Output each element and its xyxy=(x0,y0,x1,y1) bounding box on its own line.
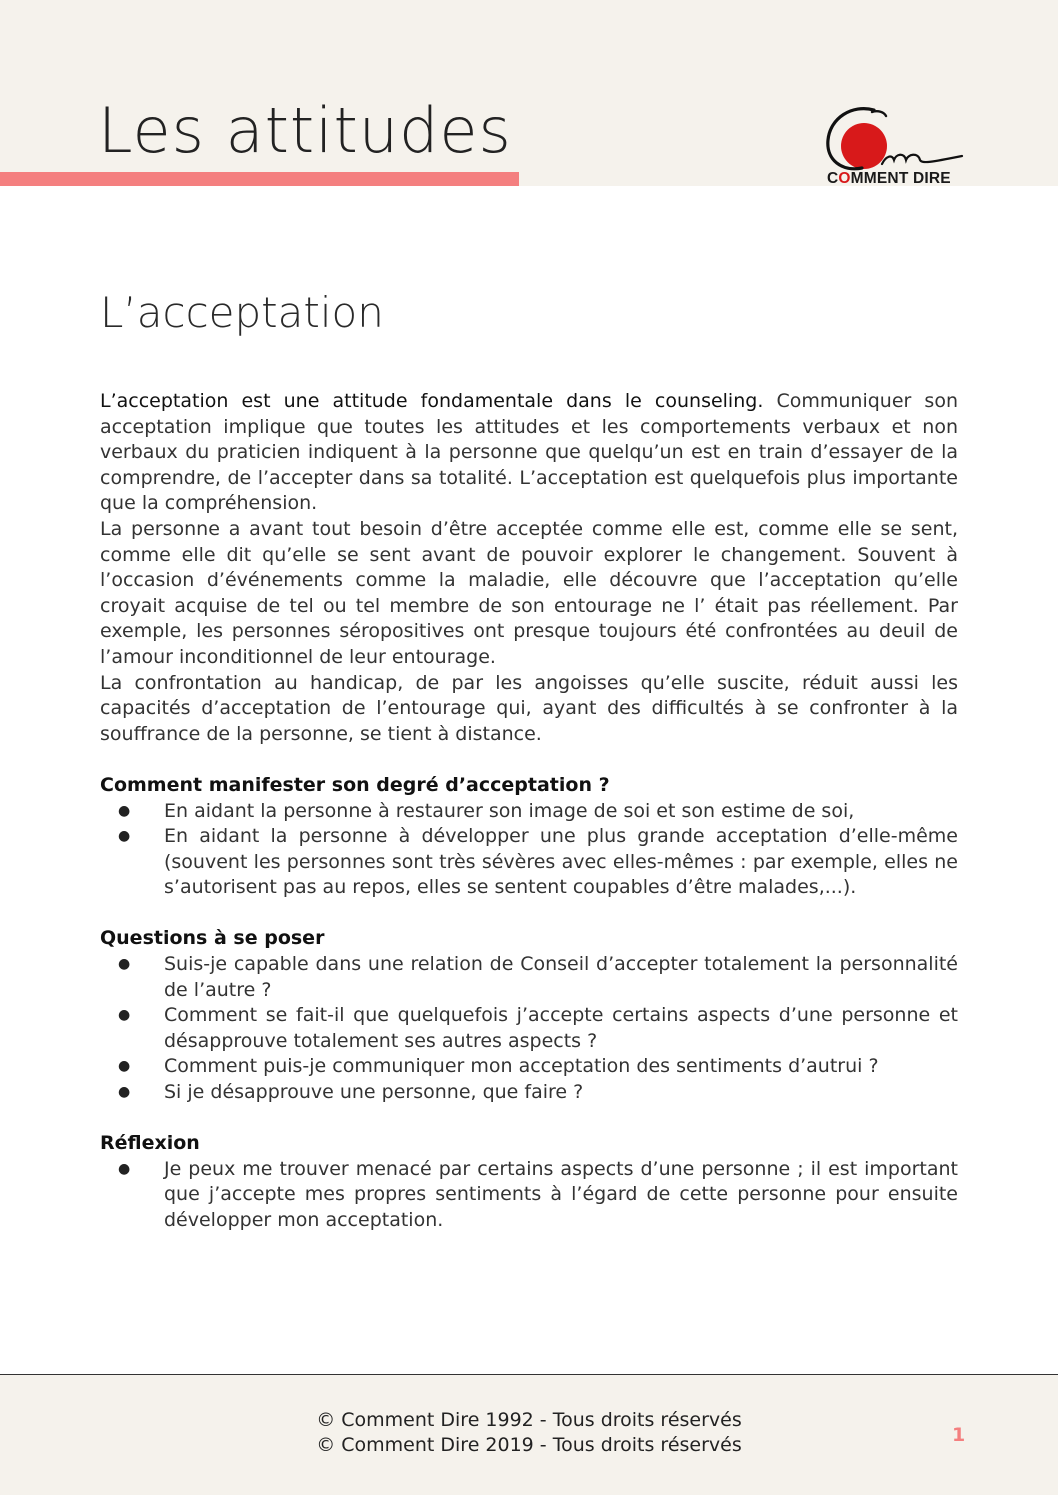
logo-c-top xyxy=(872,111,886,116)
spacer xyxy=(100,747,958,773)
questions-heading: Questions à se poser xyxy=(100,927,325,950)
list-item: ● Si je désapprouve une personne, que faire ? xyxy=(100,1080,958,1106)
page-number: 1 xyxy=(952,1424,966,1446)
body-paragraph-3: La confrontation au handicap, de par les angoisses qu’elle suscite, réduit aussi les capacités d’acceptation de l’entourage qui, ayant des difficultés à se confronter à la souffrance de la personne, se tient à distance. xyxy=(100,671,958,745)
copyright-notice xyxy=(0,1408,1058,1458)
logo-wordmark-rest: MMENT DIRE xyxy=(850,170,951,187)
reflexion-list xyxy=(100,1157,958,1234)
logo-wordmark-o: O xyxy=(838,170,851,187)
copyright-line-2: © Comment Dire 2019 - Tous droits réservés xyxy=(316,1434,742,1456)
spacer xyxy=(100,901,958,927)
list-item: ● Comment puis-je communiquer mon acceptation des sentiments d’autrui ? xyxy=(100,1054,958,1080)
logo-red-circle xyxy=(841,123,887,169)
manifest-heading: Comment manifester son degré d’acceptation ? xyxy=(100,773,610,796)
spacer xyxy=(100,1106,958,1132)
list-item: ● En aidant la personne à développer une plus grande acceptation d’elle-même (souvent les personnes sont très sévères avec elles-mêmes : par exemple, elles ne s’autorisent pas au repos, elles se sentent coupables d’être malades,...). xyxy=(100,824,958,901)
section-title: L’acceptation xyxy=(100,288,384,337)
reflexion-heading: Réflexion xyxy=(100,1132,200,1155)
questions-list xyxy=(100,952,958,1106)
footer-divider xyxy=(0,1374,1058,1375)
title-underline-bar xyxy=(0,172,519,186)
list-item: ● Suis-je capable dans une relation de Conseil d’accepter totalement la personnalité de l’autre ? xyxy=(100,952,958,1003)
main-content xyxy=(100,389,958,1234)
logo-wordmark-c: C xyxy=(827,170,839,187)
list-item: ● Comment se fait-il que quelquefois j’accepte certains aspects d’une personne et désapprouve totalement ses autres aspects ? xyxy=(100,1003,958,1054)
paragraph-1-rest: Communiquer son acceptation implique que toutes les attitudes et les comportements verbaux et non verbaux du praticien indiquent à la personne que quelqu’un est en train d’essayer de la comprendre, de l’accepter dans sa totalité. L’acceptation est quelquefois plus importante que la compréhension. xyxy=(100,390,958,515)
lead-sentence: L’acceptation est une attitude fondamentale dans le counseling. xyxy=(100,390,764,412)
list-item: ● En aidant la personne à restaurer son image de soi et son estime de soi, xyxy=(100,799,958,825)
manifest-list xyxy=(100,799,958,901)
page-title: Les attitudes xyxy=(98,94,512,167)
list-item: ● Je peux me trouver menacé par certains aspects d’une personne ; il est important que j’accepte mes propres sentiments à l’égard de cette personne pour ensuite développer mon acceptation. xyxy=(100,1157,958,1234)
body-paragraph-2: La personne a avant tout besoin d’être acceptée comme elle est, comme elle se sent, comme elle dit qu’elle se sent avant de pouvoir explorer le changement. Souvent à l’occasion d’événements comme la maladie, elle découvre que l’acceptation qu’elle croyait acquise de tel ou tel membre de son entourage ne l’ était pas réellement. Par exemple, les personnes séropositives ont presque toujours été confrontées au deuil de l’amour inconditionnel de leur entourage. xyxy=(100,517,958,668)
logo-wordmark xyxy=(827,170,951,188)
body-paragraph-1 xyxy=(100,389,958,517)
logo-m-stroke xyxy=(882,155,962,164)
copyright-line-1: © Comment Dire 1992 - Tous droits réservés xyxy=(316,1409,742,1431)
